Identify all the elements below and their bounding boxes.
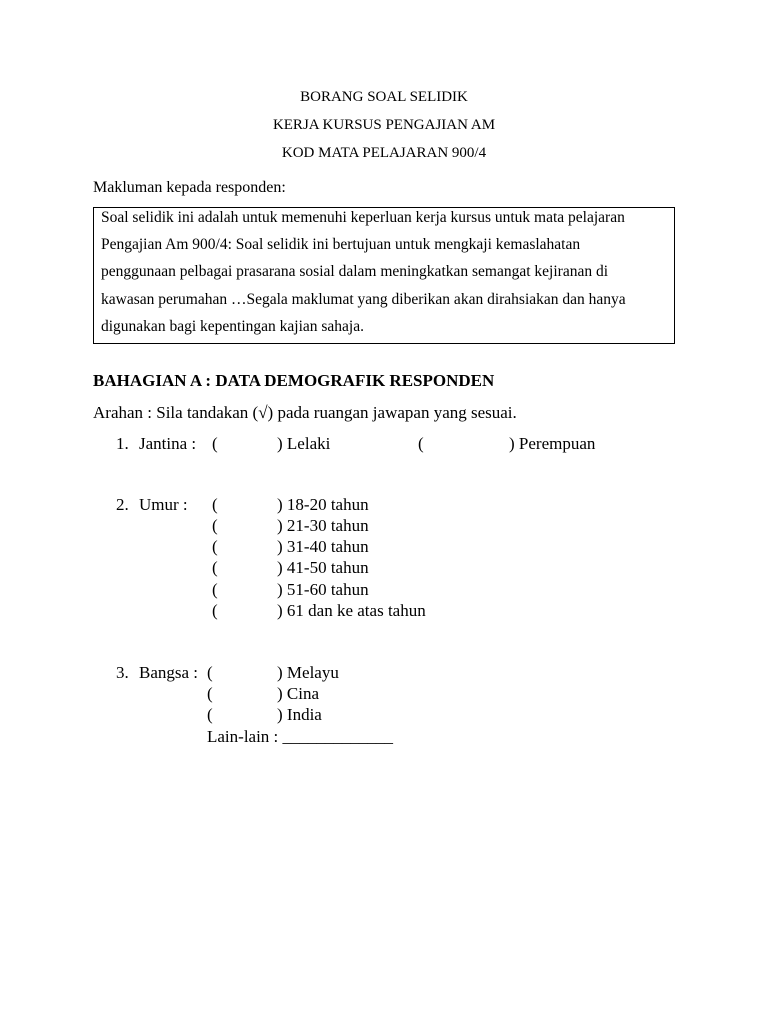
question-label: Umur : [139, 495, 188, 514]
close-paren: ) [509, 434, 515, 453]
close-paren: ) [277, 537, 283, 556]
question-label: Jantina : [139, 434, 197, 453]
option-label: Cina [286, 684, 320, 703]
notice-line: Pengajian Am 900/4: Soal selidik ini bertujuan untuk mengkaji kemaslahatan [101, 236, 581, 253]
close-paren: ) [277, 558, 283, 577]
option-label: 41-50 tahun [286, 558, 369, 577]
option-age [277, 580, 369, 600]
checkbox-age-51-60[interactable] [212, 580, 218, 600]
close-paren: ) [277, 663, 283, 682]
checkbox-perempuan[interactable] [418, 434, 424, 454]
checkbox-lelaki[interactable] [212, 434, 218, 454]
checkbox-age-31-40[interactable] [212, 537, 218, 557]
open-paren: ( [212, 558, 218, 577]
notice-line: penggunaan pelbagai prasarana sosial dalam meningkatkan semangat kejiranan di [101, 263, 609, 280]
option-label: 18-20 tahun [286, 495, 369, 514]
open-paren: ( [212, 516, 218, 535]
option-label: 61 dan ke atas tahun [286, 601, 426, 620]
option-age [277, 516, 369, 536]
option-bangsa [277, 705, 322, 725]
option-label: Melayu [286, 663, 339, 682]
option-label: 31-40 tahun [286, 537, 369, 556]
open-paren: ( [212, 495, 218, 514]
section-heading: BAHAGIAN A : DATA DEMOGRAFIK RESPONDEN [93, 371, 495, 390]
option-label: Perempuan [518, 434, 596, 453]
option-label: India [286, 705, 322, 724]
open-paren: ( [207, 684, 213, 703]
checkbox-age-18-20[interactable] [212, 495, 218, 515]
question-number: 2. [116, 495, 129, 514]
option-lelaki [277, 434, 330, 454]
option-bangsa [277, 663, 339, 683]
close-paren: ) [277, 601, 283, 620]
checkbox-age-61-plus[interactable] [212, 601, 218, 621]
question-number: 3. [116, 663, 129, 682]
open-paren: ( [418, 434, 424, 453]
other-blank-line: _____________ [282, 727, 394, 746]
notice-line: kawasan perumahan …Segala maklumat yang diberikan akan dirahsiakan dan hanya [101, 291, 626, 308]
checkbox-age-41-50[interactable] [212, 558, 218, 578]
instruction-text: Arahan : Sila tandakan (√) pada ruangan jawapan yang sesuai. [93, 403, 517, 422]
option-age [277, 537, 369, 557]
open-paren: ( [207, 663, 213, 682]
notice-box [93, 207, 675, 344]
form-subtitle: KERJA KURSUS PENGAJIAN AM [272, 117, 496, 133]
option-age [277, 601, 426, 621]
notice-line: Soal selidik ini adalah untuk memenuhi keperluan kerja kursus untuk mata pelajaran [101, 209, 625, 226]
option-label: 51-60 tahun [286, 580, 369, 599]
option-perempuan [509, 434, 595, 454]
checkbox-melayu[interactable] [207, 663, 213, 683]
other-label: Lain-lain : [207, 727, 279, 746]
option-bangsa [277, 684, 319, 704]
option-age [277, 558, 369, 578]
close-paren: ) [277, 580, 283, 599]
notice-line: digunakan bagi kepentingan kajian sahaja. [101, 318, 364, 335]
question-number: 1. [116, 434, 129, 453]
subject-code: KOD MATA PELAJARAN 900/4 [281, 145, 487, 161]
question-label: Bangsa : [139, 663, 199, 682]
open-paren: ( [212, 580, 218, 599]
close-paren: ) [277, 705, 283, 724]
open-paren: ( [212, 601, 218, 620]
option-label: 21-30 tahun [286, 516, 369, 535]
option-label: Lelaki [286, 434, 331, 453]
option-age [277, 495, 369, 515]
close-paren: ) [277, 495, 283, 514]
other-race-field[interactable] [207, 727, 393, 747]
open-paren: ( [212, 434, 218, 453]
open-paren: ( [207, 705, 213, 724]
open-paren: ( [212, 537, 218, 556]
close-paren: ) [277, 434, 283, 453]
close-paren: ) [277, 516, 283, 535]
checkbox-india[interactable] [207, 705, 213, 725]
form-title: BORANG SOAL SELIDIK [300, 89, 468, 105]
notice-label: Makluman kepada responden: [93, 179, 286, 196]
checkbox-cina[interactable] [207, 684, 213, 704]
close-paren: ) [277, 684, 283, 703]
checkbox-age-21-30[interactable] [212, 516, 218, 536]
